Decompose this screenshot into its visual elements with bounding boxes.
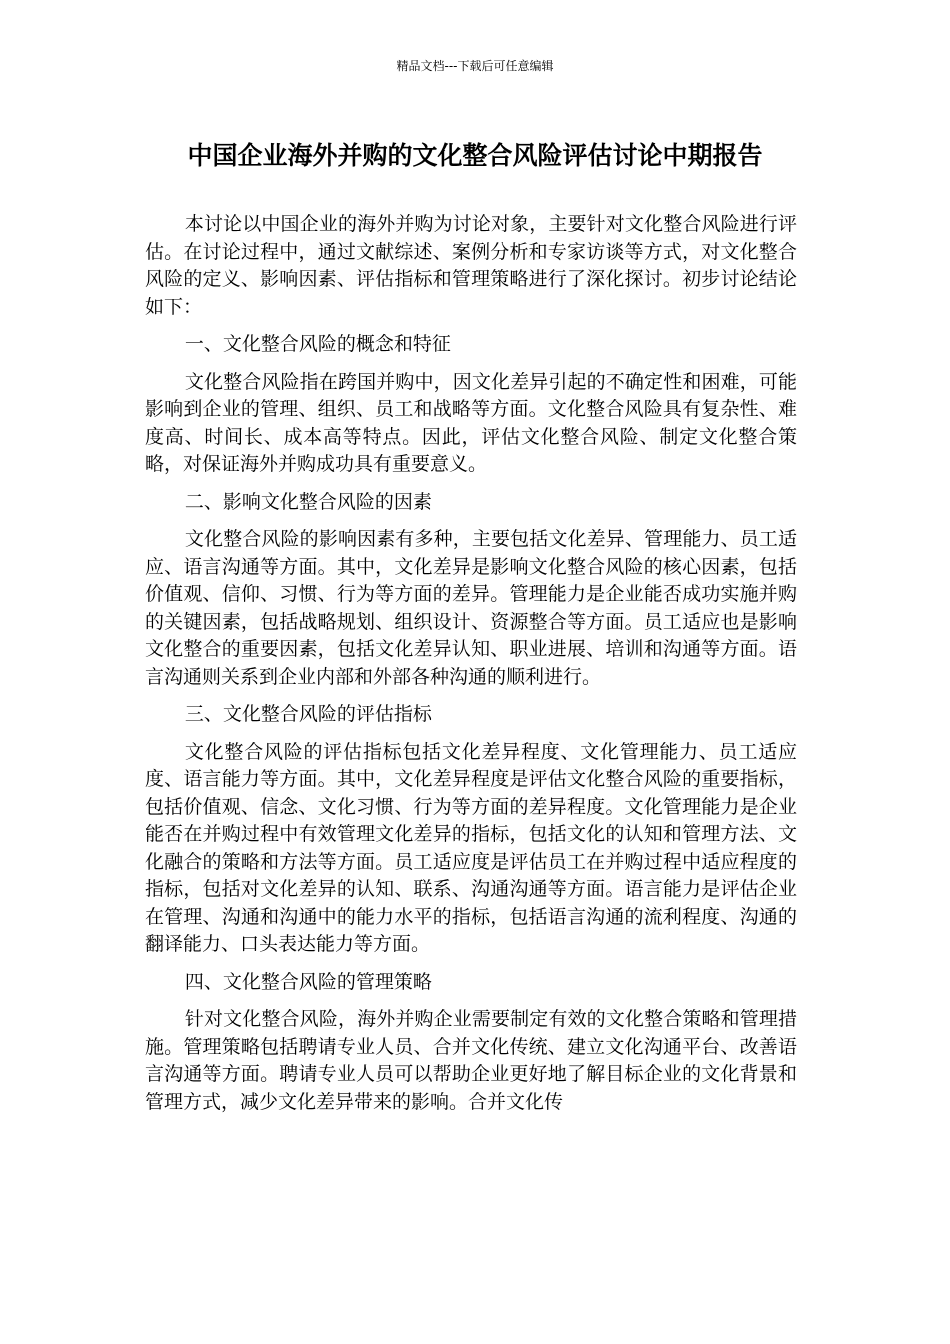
section-body-4: 针对文化整合风险，海外并购企业需要制定有效的文化整合策略和管理措施。管理策略包括聘请专业人员、合并文化传统、建立文化沟通平台、改善语言沟通等方面。聘请专业人员可以帮助企业更好地了解目标企业的文化背景和管理方式，减少文化差异带来的影响。合并文化传 <box>145 1008 797 1113</box>
section-body-1: 文化整合风险指在跨国并购中，因文化差异引起的不确定性和困难，可能影响到企业的管理、组织、员工和战略等方面。文化整合风险具有复杂性、难度高、时间长、成本高等特点。因此，评估文化整合风险、制定文化整合策略，对保证海外并购成功具有重要意义。 <box>145 370 797 475</box>
section-heading-1: 一、文化整合风险的概念和特征 <box>184 333 451 355</box>
section-heading-3: 三、文化整合风险的评估指标 <box>184 703 432 725</box>
header-note: 精品文档---下载后可任意编辑 <box>396 59 554 73</box>
section-body-3: 文化整合风险的评估指标包括文化差异程度、文化管理能力、员工适应度、语言能力等方面。其中，文化差异程度是评估文化整合风险的重要指标，包括价值观、信念、文化习惯、行为等方面的差异程度。文化管理能力是企业能否在并购过程中有效管理文化差异的指标，包括文化的认知和管理方法、文化融合的策略和方法等方面。员工适应度是评估员工在并购过程中适应程度的指标，包括对文化差异的认知、联系、沟通沟通等方面。语言能力是评估企业在管理、沟通和沟通中的能力水平的指标，包括语言沟通的流利程度、沟通的翻译能力、口头表达能力等方面。 <box>145 740 797 955</box>
document-body <box>145 211 797 1126</box>
section-body-2: 文化整合风险的影响因素有多种，主要包括文化差异、管理能力、员工适应、语言沟通等方面。其中，文化差异是影响文化整合风险的核心因素，包括价值观、信仰、习惯、行为等方面的差异。管理能力是企业能否成功实施并购的关键因素，包括战略规划、组织设计、资源整合等方面。员工适应也是影响文化整合的重要因素，包括文化差异认知、职业进展、培训和沟通等方面。语言沟通则关系到企业内部和外部各种沟通的顺利进行。 <box>145 528 797 688</box>
intro-paragraph: 本讨论以中国企业的海外并购为讨论对象，主要针对文化整合风险进行评估。在讨论过程中，通过文献综述、案例分析和专家访谈等方式，对文化整合风险的定义、影响因素、评估指标和管理策略进行了深化探讨。初步讨论结论如下： <box>145 213 797 318</box>
section-heading-4: 四、文化整合风险的管理策略 <box>184 970 432 993</box>
section-heading-2: 二、影响文化整合风险的因素 <box>184 490 432 513</box>
document-title: 中国企业海外并购的文化整合风险评估讨论中期报告 <box>187 141 763 170</box>
